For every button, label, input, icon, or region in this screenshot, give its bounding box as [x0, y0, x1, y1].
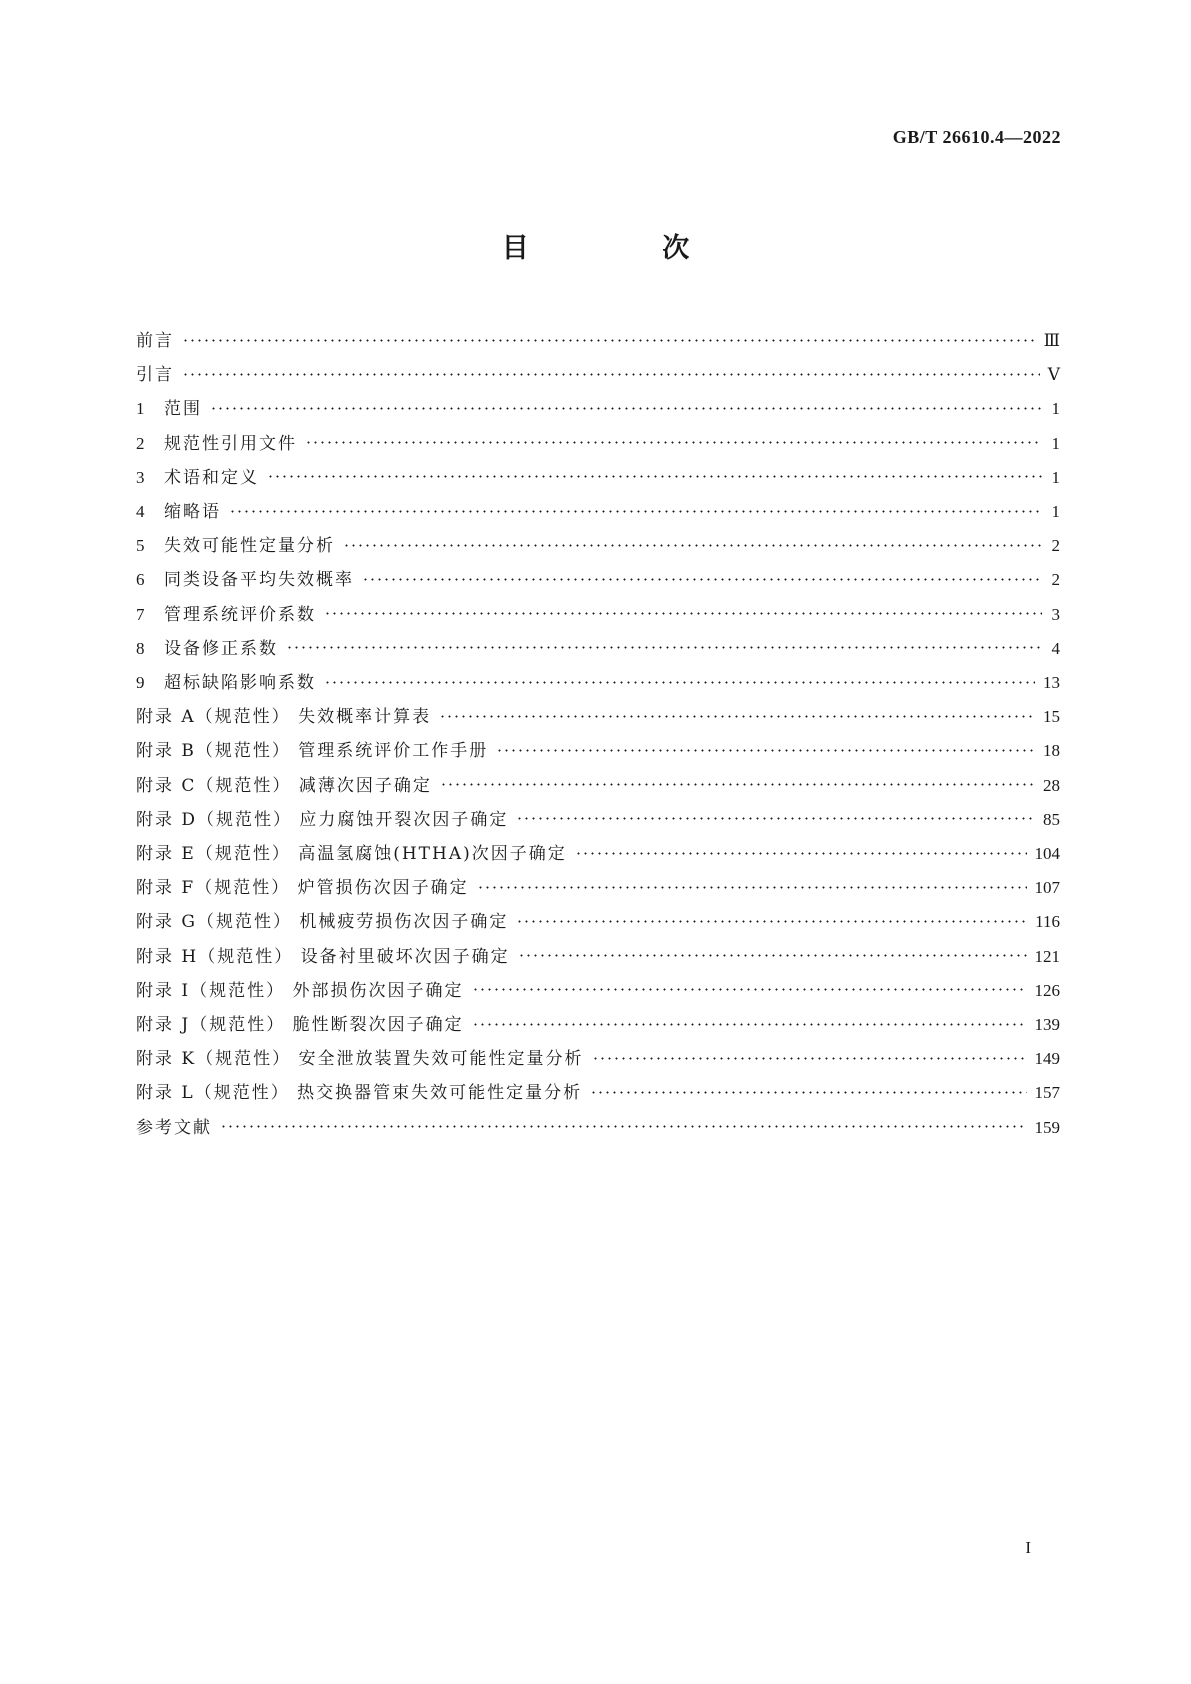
toc-entry-label: 参考文献 — [136, 1117, 212, 1138]
toc-entry[interactable] — [136, 942, 1060, 966]
toc-entry[interactable] — [136, 1113, 1060, 1137]
toc-entry-label: 管理系统评价系数 — [164, 604, 316, 625]
toc-entry-number: 2 — [136, 433, 145, 453]
toc-entry-page: 15 — [1043, 707, 1060, 727]
toc-entry-number: 4 — [136, 502, 145, 521]
dot-leader — [516, 817, 1035, 820]
toc-entry-page: 116 — [1035, 912, 1060, 932]
toc-entry-number: 6 — [136, 570, 145, 590]
toc-entry[interactable] — [136, 600, 1060, 624]
toc-entry[interactable] — [136, 1078, 1060, 1102]
dot-leader — [343, 544, 1042, 547]
toc-entry[interactable] — [136, 326, 1060, 350]
dot-leader — [210, 407, 1042, 410]
toc-entry[interactable] — [136, 394, 1060, 418]
dot-leader — [516, 920, 1027, 923]
dot-leader — [477, 886, 1027, 889]
toc-entry-page: 1 — [1051, 502, 1060, 521]
dot-leader — [496, 749, 1035, 752]
toc-entry-number: 1 — [136, 399, 145, 419]
dot-leader — [518, 954, 1027, 957]
toc-entry[interactable] — [136, 565, 1060, 589]
toc-entry-page: 107 — [1034, 878, 1060, 898]
toc-entry[interactable] — [136, 634, 1060, 658]
toc-entry-page: 2 — [1051, 570, 1060, 590]
dot-leader — [590, 1091, 1026, 1094]
toc-entry-label: 附录 J（规范性） 脆性断裂次因子确定 — [136, 1015, 464, 1035]
dot-leader — [362, 578, 1042, 581]
dot-leader — [592, 1057, 1027, 1060]
toc-entry[interactable] — [136, 873, 1060, 897]
toc-entry-label: 附录 G（规范性） 机械疲劳损伤次因子确定 — [136, 912, 509, 933]
toc-entry[interactable] — [136, 429, 1060, 453]
dot-leader — [229, 510, 1042, 513]
toc-entry-label: 失效可能性定量分析 — [164, 536, 335, 557]
toc-entry-label: 附录 E（规范性） 高温氢腐蚀(HTHA)次因子确定 — [136, 844, 567, 864]
toc-entry-page: Ⅴ — [1047, 365, 1060, 385]
toc-entry-number: 3 — [136, 467, 145, 487]
toc-entry-label: 术语和定义 — [164, 467, 259, 488]
toc-entry-page: 139 — [1034, 1015, 1060, 1034]
toc-entry-page: 104 — [1034, 844, 1060, 863]
toc-entry-label: 引言 — [136, 365, 174, 386]
toc-entry-label: 附录 C（规范性） 减薄次因子确定 — [136, 775, 432, 796]
toc-entry-page: 3 — [1051, 604, 1060, 624]
dot-leader — [267, 475, 1042, 478]
toc-entry-page: Ⅲ — [1043, 331, 1060, 350]
toc-entry-page: 149 — [1034, 1049, 1060, 1069]
toc-entry-label: 附录 K（规范性） 安全泄放装置失效可能性定量分析 — [136, 1049, 584, 1070]
toc-entry-page: 157 — [1034, 1083, 1060, 1103]
toc-entry-label: 附录 H（规范性） 设备衬里破坏次因子确定 — [136, 946, 510, 967]
toc-entry-page: 85 — [1043, 809, 1060, 829]
toc-entry-label: 附录 B（规范性） 管理系统评价工作手册 — [136, 741, 489, 762]
toc-entry[interactable] — [136, 360, 1060, 384]
toc-entry-label: 前言 — [136, 331, 174, 351]
toc-entry-number: 5 — [136, 536, 145, 556]
toc-entry-page: 1 — [1051, 467, 1060, 487]
dot-leader — [472, 988, 1027, 991]
toc-entry-page: 121 — [1034, 946, 1060, 966]
toc-entry-number: 8 — [136, 638, 145, 658]
standard-number: GB/T 26610.4—2022 — [892, 127, 1061, 147]
toc-entry[interactable] — [136, 1044, 1060, 1068]
toc-entry-label: 附录 A（规范性） 失效概率计算表 — [136, 707, 432, 728]
toc-entry-label: 附录 D（规范性） 应力腐蚀开裂次因子确定 — [136, 809, 509, 830]
dot-leader — [220, 1125, 1027, 1128]
toc-entry[interactable] — [136, 497, 1060, 521]
dot-leader — [440, 783, 1035, 786]
dot-leader — [182, 339, 1036, 342]
toc-entry[interactable] — [136, 771, 1060, 795]
toc-entry-label: 范围 — [164, 399, 202, 420]
toc-entry-page: 4 — [1051, 638, 1060, 658]
toc-entry[interactable] — [136, 1010, 1060, 1034]
toc-entry-label: 设备修正系数 — [164, 638, 278, 659]
dot-leader — [305, 441, 1042, 444]
toc-entry-number: 7 — [136, 604, 145, 624]
dot-leader — [472, 1023, 1027, 1026]
toc-entry-page: 13 — [1043, 673, 1060, 692]
toc-entry-number: 9 — [136, 673, 145, 692]
toc-entry-page: 1 — [1051, 433, 1060, 453]
dot-leader — [324, 612, 1042, 615]
toc-entry-label: 规范性引用文件 — [164, 433, 297, 454]
toc-entry-page: 126 — [1034, 980, 1060, 1000]
toc-entry-page: 1 — [1051, 399, 1060, 419]
dot-leader — [439, 715, 1035, 718]
toc-entry-page: 159 — [1034, 1117, 1060, 1137]
toc-entry[interactable] — [136, 976, 1060, 1000]
toc-entry-label: 同类设备平均失效概率 — [164, 570, 354, 591]
toc-entry[interactable] — [136, 736, 1060, 760]
toc-entry[interactable] — [136, 839, 1060, 863]
toc-entry[interactable] — [136, 668, 1060, 692]
dot-leader — [182, 373, 1040, 376]
page-number: I — [1025, 1538, 1031, 1557]
toc-entry[interactable] — [136, 531, 1060, 555]
toc-entry[interactable] — [136, 907, 1060, 931]
dot-leader — [575, 852, 1027, 855]
toc-entry-label: 超标缺陷影响系数 — [164, 673, 316, 693]
toc-entry-label: 附录 L（规范性） 热交换器管束失效可能性定量分析 — [136, 1083, 583, 1104]
toc-entry-page: 28 — [1043, 775, 1060, 795]
dot-leader — [286, 646, 1042, 649]
page-title: 目 次 — [501, 233, 752, 264]
toc-entry-label: 附录 I（规范性） 外部损伤次因子确定 — [136, 980, 464, 1001]
toc-entry[interactable] — [136, 702, 1060, 726]
toc-entry-page: 18 — [1043, 741, 1060, 761]
toc-entry-label: 缩略语 — [164, 502, 221, 522]
toc-entry[interactable] — [136, 463, 1060, 487]
dot-leader — [324, 681, 1035, 684]
toc-entry[interactable] — [136, 805, 1060, 829]
toc-entry-label: 附录 F（规范性） 炉管损伤次因子确定 — [136, 878, 469, 899]
toc-entry-page: 2 — [1051, 536, 1060, 556]
